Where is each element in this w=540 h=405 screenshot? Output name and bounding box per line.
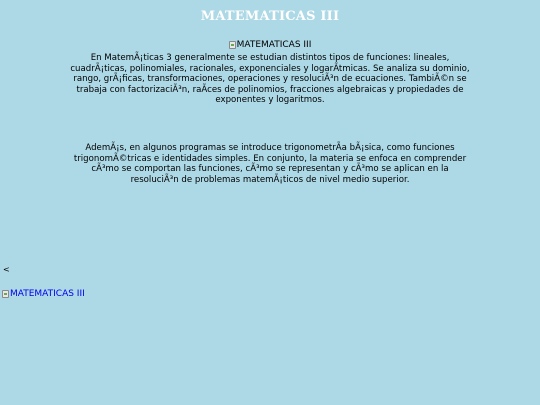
page-title: MATEMATICAS III <box>200 9 340 24</box>
footer-image-placeholder[interactable] <box>2 289 85 300</box>
broken-image-icon <box>2 290 9 298</box>
footer-image-alt-text: MATEMATICAS III <box>10 288 85 299</box>
stray-character: < <box>3 265 10 274</box>
hero-image <box>0 34 540 53</box>
hero-image-alt-text: MATEMATICAS III <box>236 39 312 50</box>
footer-image-link[interactable] <box>2 283 85 302</box>
intro-paragraph: En MatemÃ¡ticas 3 generalmente se estudian distintos tipos de funciones: lineales, cuadrÃ¡ticas, polinomiales, racionales, exponenciales y logarÃtmicas. Se analiza su dominio, rango, grÃ¡ficas, transformaciones, operaciones y resoluciÃ³n de ecuaciones. TambiÃ©n se trabaja con factorizaciÃ³n, raÃces de polinomios, fracciones algebraicas y propiedades de exponentes y logaritmos. <box>70 53 470 106</box>
hero-image-placeholder <box>229 40 312 51</box>
broken-image-icon <box>229 41 236 49</box>
second-paragraph: AdemÃ¡s, en algunos programas se introduce trigonometrÃa bÃ¡sica, como funciones trigonomÃ©tricas e identidades simples. En conjunto, la materia se enfoca en comprender cÃ³mo se comportan las funciones, cÃ³mo se representan y cÃ³mo se aplican en la resoluciÃ³n de problemas matemÃ¡ticos de nivel medio superior. <box>73 143 467 185</box>
